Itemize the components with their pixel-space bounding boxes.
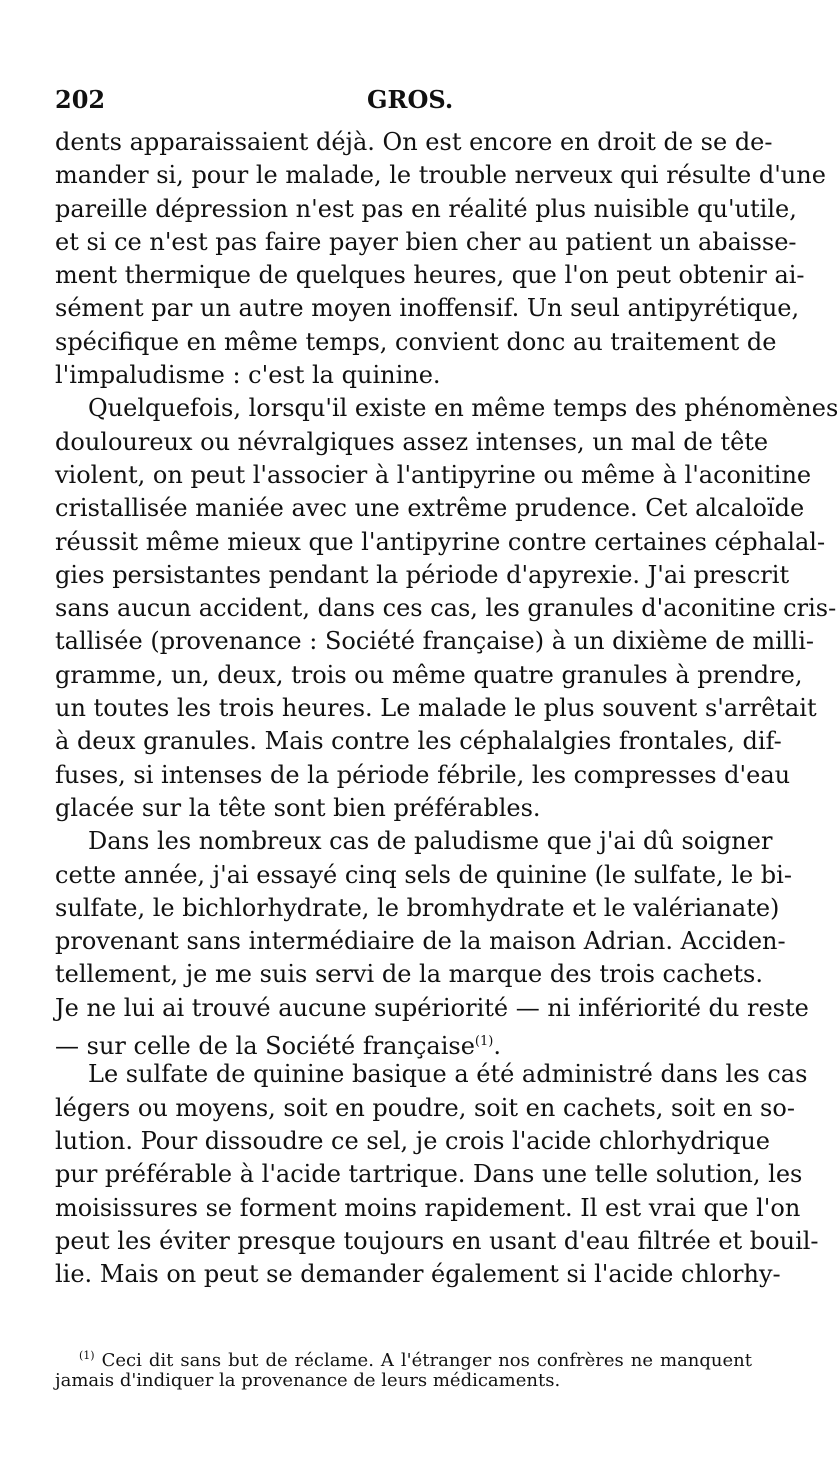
- text-line: peut les éviter presque toujours en usant d'eau filtrée et bouil-: [55, 1226, 819, 1255]
- text-line: provenant sans intermédiaire de la maison Adrian. Acciden-: [55, 927, 786, 956]
- page-header: [55, 85, 752, 115]
- text-line: un toutes les trois heures. Le malade le plus souvent s'arrêtait: [55, 694, 817, 723]
- text-line: Quelquefois, lorsqu'il existe en même temps des phénomènes: [88, 394, 838, 423]
- text-line: Le sulfate de quinine basique a été administré dans les cas: [88, 1060, 808, 1089]
- paragraph-1: [55, 126, 826, 392]
- body-text: [55, 126, 838, 1291]
- text-line: mander si, pour le malade, le trouble nerveux qui résulte d'une: [55, 161, 826, 190]
- text-line: moisissures se forment moins rapidement. Il est vrai que l'on: [55, 1193, 801, 1222]
- text-line-with-footnote: [55, 1025, 752, 1061]
- running-head: GROS.: [367, 85, 454, 114]
- page-number: 202: [55, 85, 106, 114]
- text-line: tallisée (provenance : Société française) à un dixième de milli-: [55, 627, 814, 656]
- text-line: lie. Mais on peut se demander également si l'acide chlorhy-: [55, 1260, 781, 1289]
- text-line: sément par un autre moyen inoffensif. Un seul antipyrétique,: [55, 294, 800, 323]
- text-line: glacée sur la tête sont bien préférables.: [55, 793, 541, 822]
- paragraph-2: [55, 392, 838, 825]
- footnote-reference[interactable]: (1): [474, 1034, 494, 1050]
- text-line: lution. Pour dissoudre ce sel, je crois l'acide chlorhydrique: [55, 1126, 770, 1155]
- text-line: sans aucun accident, dans ces cas, les granules d'aconitine cris-: [55, 594, 837, 623]
- text-line: gramme, un, deux, trois ou même quatre granules à prendre,: [55, 660, 803, 689]
- text-line: et si ce n'est pas faire payer bien cher au patient un abaisse-: [55, 227, 797, 256]
- text-line: pur préférable à l'acide tartrique. Dans une telle solution, les: [55, 1160, 803, 1189]
- text-line: légers ou moyens, soit en poudre, soit en cachets, soit en so-: [55, 1093, 795, 1122]
- text-line: Dans les nombreux cas de paludisme que j'ai dû soigner: [88, 827, 773, 856]
- footnote-text: Ceci dit sans but de réclame. A l'étranger nos confrères ne manquent: [101, 1350, 752, 1371]
- text-line: pareille dépression n'est pas en réalité plus nuisible qu'utile,: [55, 194, 797, 223]
- text-line: fuses, si intenses de la période fébrile, les compresses d'eau: [55, 760, 791, 789]
- line-tail: .: [493, 1032, 501, 1061]
- paragraph-4: [55, 1058, 819, 1291]
- text-line: ment thermique de quelques heures, que l'on peut obtenir ai-: [55, 261, 805, 290]
- text-line: tellement, je me suis servi de la marque des trois cachets.: [55, 960, 763, 989]
- footnote-line: jamais d'indiquer la provenance de leurs médicaments.: [55, 1370, 561, 1391]
- footnote-marker: (1): [79, 1349, 95, 1362]
- text-line: à deux granules. Mais contre les céphalalgies frontales, dif-: [55, 727, 782, 756]
- footnotes: [55, 1343, 752, 1393]
- text-line: sulfate, le bichlorhydrate, le bromhydrate et le valérianate): [55, 893, 780, 922]
- text-line: dents apparaissaient déjà. On est encore en droit de se de-: [55, 128, 773, 156]
- text-line: douloureux ou névralgiques assez intenses, un mal de tête: [55, 427, 769, 456]
- text-line-content: — sur celle de la Société française: [55, 1032, 475, 1061]
- text-line: gies persistantes pendant la période d'apyrexie. J'ai prescrit: [55, 560, 790, 589]
- text-line: cette année, j'ai essayé cinq sels de quinine (le sulfate, le bi-: [55, 860, 792, 889]
- text-line: spécifique en même temps, convient donc au traitement de: [55, 327, 777, 356]
- text-line: l'impaludisme : c'est la quinine.: [55, 361, 441, 390]
- text-line: cristallisée maniée avec une extrême prudence. Cet alcaloïde: [55, 494, 805, 523]
- text-line: réussit même mieux que l'antipyrine contre certaines céphalal-: [55, 527, 826, 556]
- paragraph-3: [55, 825, 809, 1061]
- footnote-line: [55, 1343, 752, 1371]
- text-line: Je ne lui ai trouvé aucune supériorité — ni infériorité du reste: [55, 993, 809, 1022]
- text-line: violent, on peut l'associer à l'antipyrine ou même à l'aconitine: [55, 460, 812, 489]
